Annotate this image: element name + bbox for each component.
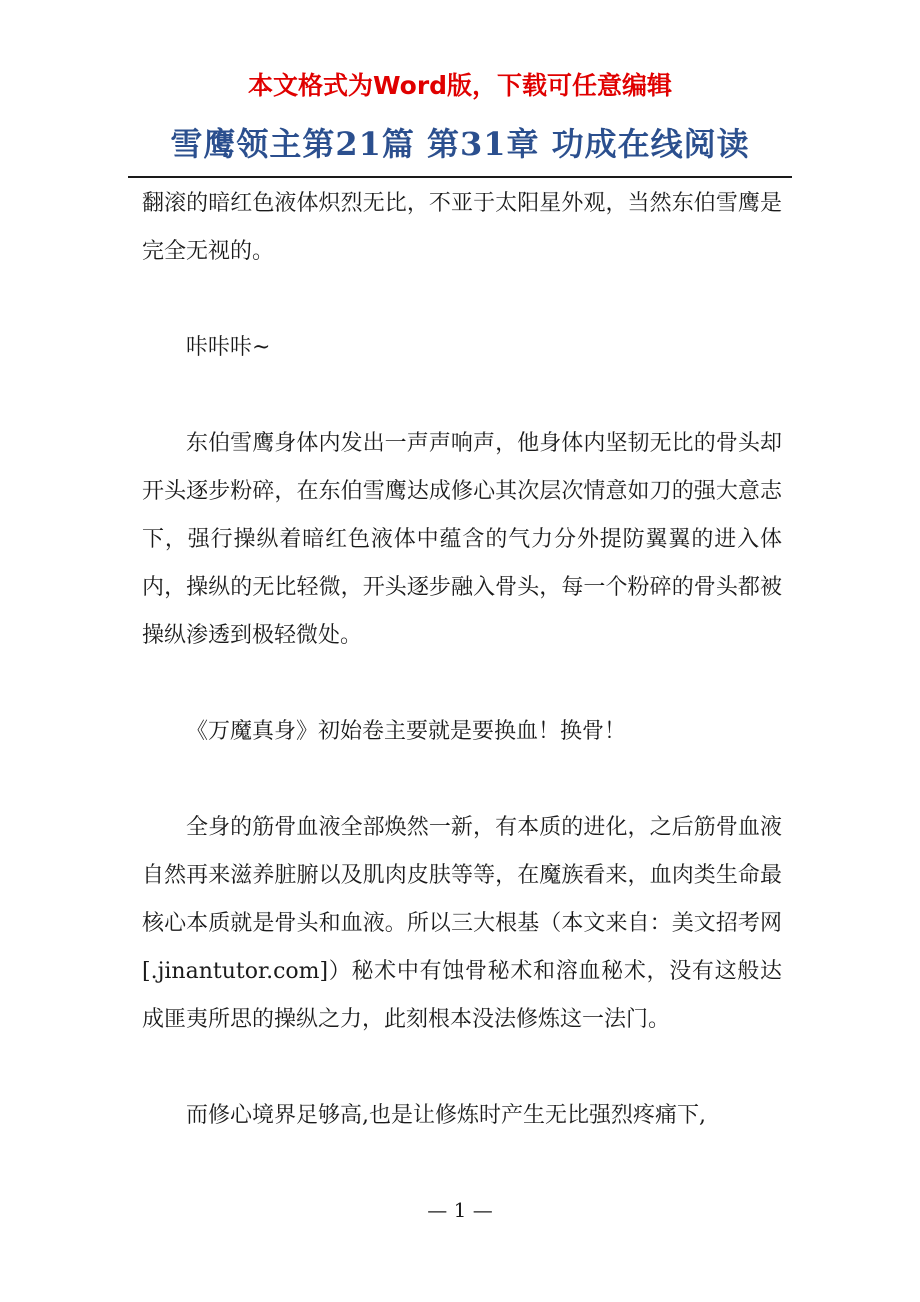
paragraph-2: 咔咔咔~ (186, 335, 271, 360)
paragraph-4: 《万魔真身》初始卷主要就是要换血！换骨！ (186, 719, 627, 744)
title-divider (128, 176, 792, 178)
page-number: — 1 — (427, 1198, 493, 1222)
page-title: 雪鹰领主第21篇 第31章 功成在线阅读 (170, 125, 750, 163)
format-banner: 本文格式为Word版，下载可任意编辑 (247, 71, 673, 100)
article-body (142, 180, 782, 1140)
paragraph-1: 翻滚的暗红色液体炽烈无比，不亚于太阳星外观，当然东伯雪鹰是完全无视的。 (142, 191, 782, 264)
paragraph-6: 而修心境界足够高,也是让修炼时产生无比强烈疼痛下, (186, 1103, 706, 1128)
paragraph-5: 全身的筋骨血液全部焕然一新，有本质的进化，之后筋骨血液自然再来滋养脏腑以及肌肉皮肤等等，在魔族看来，血肉类生命最核心本质就是骨头和血液。所以三大根基（本文来自：美文招考网[.jinantutor.com]）秘术中有蚀骨秘术和溶血秘术，没有这般达成匪夷所思的操纵之力，此刻根本没法修炼这一法门。 (142, 815, 782, 1032)
paragraph-3: 东伯雪鹰身体内发出一声声响声，他身体内坚韧无比的骨头却开头逐步粉碎，在东伯雪鹰达成修心其次层次情意如刀的强大意志下，强行操纵着暗红色液体中蕴含的气力分外提防翼翼的进入体内，操纵的无比轻微，开头逐步融入骨头，每一个粉碎的骨头都被操纵渗透到极轻微处。 (142, 431, 782, 648)
